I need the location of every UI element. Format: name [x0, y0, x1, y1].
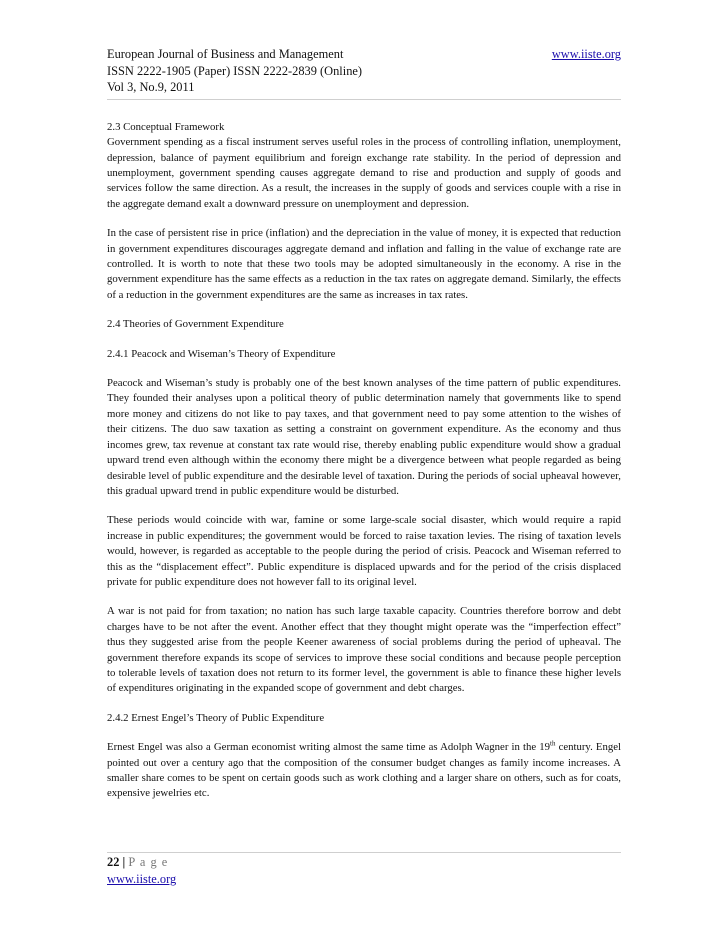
volume-line: Vol 3, No.9, 2011	[107, 80, 195, 95]
page-label: P a g e	[128, 855, 169, 869]
paragraph: Government spending as a fiscal instrument serves useful roles in the process of controlling inflation, unemployment, depression, balance of payment equilibrium and foreign exchange rate stability. In the period of depression and unemployment, government spending causes aggregate demand to rise and production and supply of goods and services follow the same direction. As a result, the increases in the supply of goods and services couple with a rise in the aggregate demand exalt a downward pressure on unemployment and depression.	[107, 136, 621, 210]
section-2-4-1-heading: 2.4.1 Peacock and Wiseman’s Theory of Expenditure	[107, 347, 336, 360]
paragraph: A war is not paid for from taxation; no nation has such large taxable capacity. Countries therefore borrow and debt charges have to be not after the event. Another effect that they thought might operate was the “imperfection effect” thus they suggested arise from the people Keener awareness of social problems during the period of upheaval. The government therefore expands its scope of services to improve these social conditions and because people perception to tolerable levels of taxation does not return to its former level, the government is able to finance these higher levels of expenditures originating in the expanded scope of government and debt charges.	[107, 605, 621, 695]
superscript: th	[550, 739, 556, 748]
paragraph: These periods would coincide with war, famine or some large-scale social disaster, which would require a rapid increase in public expenditures; the government would be forced to raise taxation levies. The rising of taxation levels would, however, is regarded as acceptable to the people during the period of crisis. Peacock and Wiseman referred to this as the “displacement effect”. Public expenditure is displaced upwards and for the period of the crisis displaced private for public expenditure does not however fall to its original level.	[107, 514, 621, 588]
page-indicator	[107, 854, 176, 871]
page-footer	[107, 854, 176, 887]
section-2-4-2-heading: 2.4.2 Ernest Engel’s Theory of Public Expenditure	[107, 711, 325, 724]
page-separator: |	[122, 855, 126, 869]
section-2-3-heading: 2.3 Conceptual Framework	[107, 120, 225, 133]
paragraph-text: century. Engel pointed out over a century ago that the composition of the consumer budget changes as family income increases. A smaller share comes to be spent on certain goods such as work clothing and a larger share on others, such as for coats, expensive jewelries etc.	[107, 741, 621, 800]
paragraph	[107, 740, 621, 802]
page	[107, 46, 621, 802]
journal-title: European Journal of Business and Management	[107, 47, 344, 61]
page-number: 22	[107, 855, 120, 869]
header-website-link[interactable]: www.iiste.org	[551, 47, 621, 61]
section-2-4-heading: 2.4 Theories of Government Expenditure	[107, 318, 284, 331]
footer-divider	[107, 852, 621, 853]
paragraph-text: Ernest Engel was also a German economist writing almost the same time as Adolph Wagner in the 19	[107, 741, 550, 754]
footer-website-link[interactable]: www.iiste.org	[107, 871, 177, 886]
header-divider	[107, 99, 621, 100]
paragraph: Peacock and Wiseman’s study is probably one of the best known analyses of the time pattern of public expenditures. They founded their analyses upon a political theory of public determination namely that governments like to spend more money and citizens do not like to pay taxes, and that government need to pay some attention to the wishes of their citizens. The duo saw taxation as setting a constraint on government expenditure. As the economy and thus incomes grew, tax revenue at constant tax rate would rise, thereby enabling public expenditure would show a gradual upward trend even although within the economy there might be a divergence between what people regarded as being desirable level of public expenditure and the desirable level of taxation. During the periods of social upheaval however, this gradual upward trend in public expenditure would be disturbed.	[107, 377, 621, 497]
article-body	[107, 120, 621, 802]
paragraph: In the case of persistent rise in price (inflation) and the depreciation in the value of money, it is expected that reduction in government expenditures discourages aggregate demand and inflation and falling in the value of exchange rate are controlled. It is worth to note that these two tools may be adopted simultaneously in the economy. A rise in the government expenditure has the same effects as a reduction in the tax rates on aggregate demand. Similarly, the effects of a reduction in the government expenditures are the same as increases in tax rates.	[107, 227, 621, 301]
issn-line: ISSN 2222-1905 (Paper) ISSN 2222-2839 (Online)	[107, 63, 363, 78]
page-header	[107, 46, 621, 96]
